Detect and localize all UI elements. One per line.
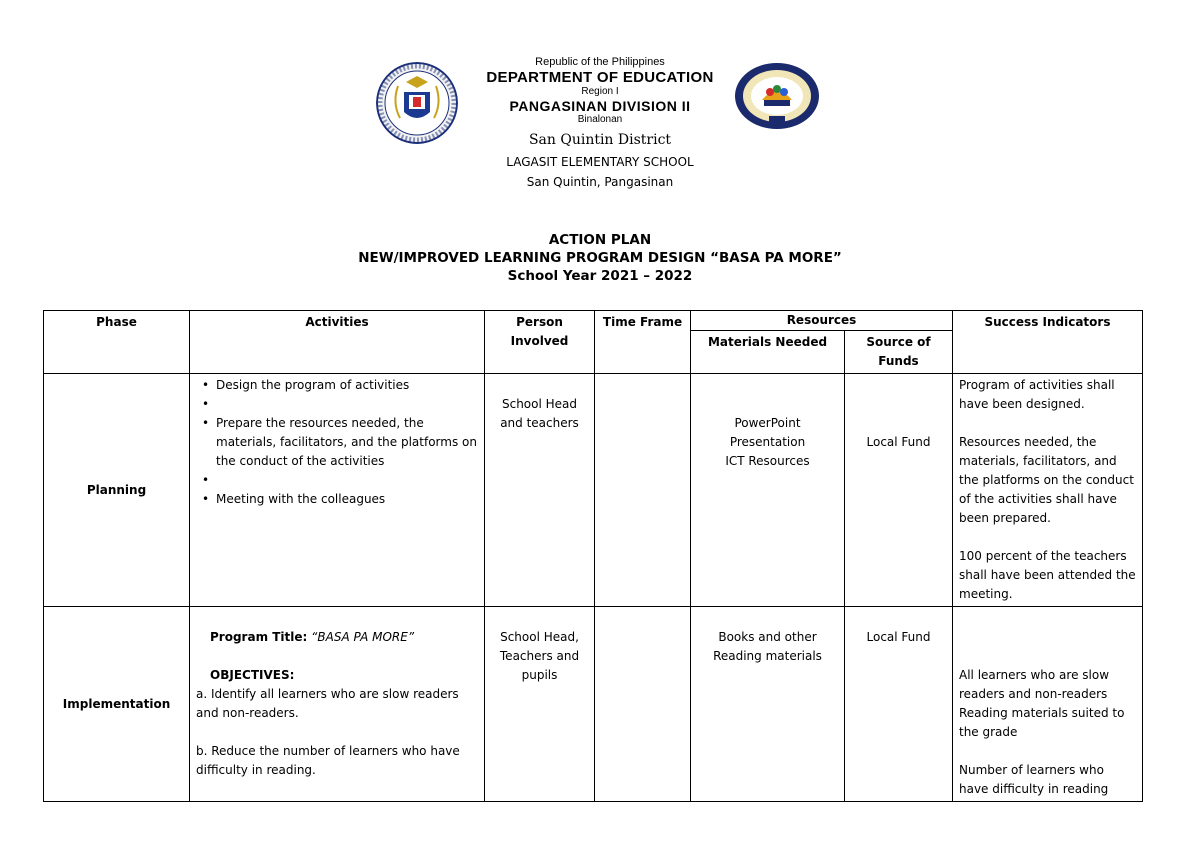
person-header: Person Involved [485,311,595,374]
indicator-item: Program of activities shall have been designed. [959,378,1115,411]
division-line: PANGASINAN DIVISION II [509,98,691,114]
district-line: San Quintin District [528,132,672,148]
resources-header: Resources [691,311,953,331]
spacer [210,471,478,490]
indicator-item: All learners who are slow readers and non-readers Reading materials suited to the grade [959,668,1125,739]
indicator-item: Number of learners who have difficulty in reading [959,763,1109,796]
spacer [210,395,478,414]
school-year: School Year 2021 – 2022 [507,268,693,284]
activities-header: Activities [190,311,485,374]
plan-title: ACTION PLAN [548,232,652,248]
objectives-label: OBJECTIVES: [210,668,295,682]
division-seal-logo [734,62,820,130]
activity-item: • Design the program of activities [210,376,478,395]
address-line: San Quintin, Pangasinan [526,175,674,189]
phase-implementation: Implementation [44,607,190,802]
activity-item: • Prepare the resources needed, the materials, facilitators, and the platforms on the conduct of the activities [210,414,478,471]
material-item: Presentation [729,435,806,449]
republic-line: Republic of the Philippines [535,56,665,68]
implementation-timeframe [595,607,691,802]
program-line [196,628,478,647]
town-line: Binalonan [577,114,623,125]
objective-a: a. Identify all learners who are slow readers and non-readers. [196,687,459,720]
material-item: PowerPoint [734,416,801,430]
materials-header: Materials Needed [691,331,845,374]
indicator-item: 100 percent of the teachers shall have been attended the meeting. [959,549,1136,601]
implementation-person [485,607,595,802]
timeframe-header: Time Frame [595,311,691,374]
implementation-indicators [953,607,1143,802]
department-line: DEPARTMENT OF EDUCATION [486,69,714,86]
implementation-activities [190,607,485,802]
planning-timeframe [595,374,691,607]
table-row [44,607,1143,802]
planning-source [845,374,953,607]
objective-b: b. Reduce the number of learners who have difficulty in reading. [196,744,460,777]
indicator-item: Resources needed, the materials, facilitators, and the platforms on the conduct of the activities shall have been prepared. [959,435,1134,525]
phase-header: Phase [44,311,190,374]
planning-materials [691,374,845,607]
program-title: NEW/IMPROVED LEARNING PROGRAM DESIGN “BASA PA MORE” [358,250,842,266]
school-line: LAGASIT ELEMENTARY SCHOOL [506,155,694,169]
program-label: Program Title: [210,630,308,644]
source-text: Local Fund [866,435,931,449]
document-header [0,0,1200,200]
planning-person [485,374,595,607]
phase-planning: Planning [44,374,190,607]
planning-activities [190,374,485,607]
plan-titles [0,231,1200,285]
indicators-header: Success Indicators [953,311,1143,374]
program-name: “BASA PA MORE” [311,630,415,644]
region-line: Region I [581,86,619,97]
source-text: Local Fund [866,630,931,644]
activity-item: • Meeting with the colleagues [210,490,478,509]
agency-heading [470,56,730,126]
source-header: Source of Funds [845,331,953,374]
action-plan-table [43,310,1143,802]
table-row [44,374,1143,607]
person-text: School Head and teachers [500,397,579,430]
material-text: Books and other Reading materials [713,630,822,663]
material-item: ICT Resources [725,454,810,468]
table-header-row [44,311,1143,331]
implementation-materials [691,607,845,802]
person-text: School Head, Teachers and pupils [499,630,580,682]
implementation-source [845,607,953,802]
planning-indicators [953,374,1143,607]
